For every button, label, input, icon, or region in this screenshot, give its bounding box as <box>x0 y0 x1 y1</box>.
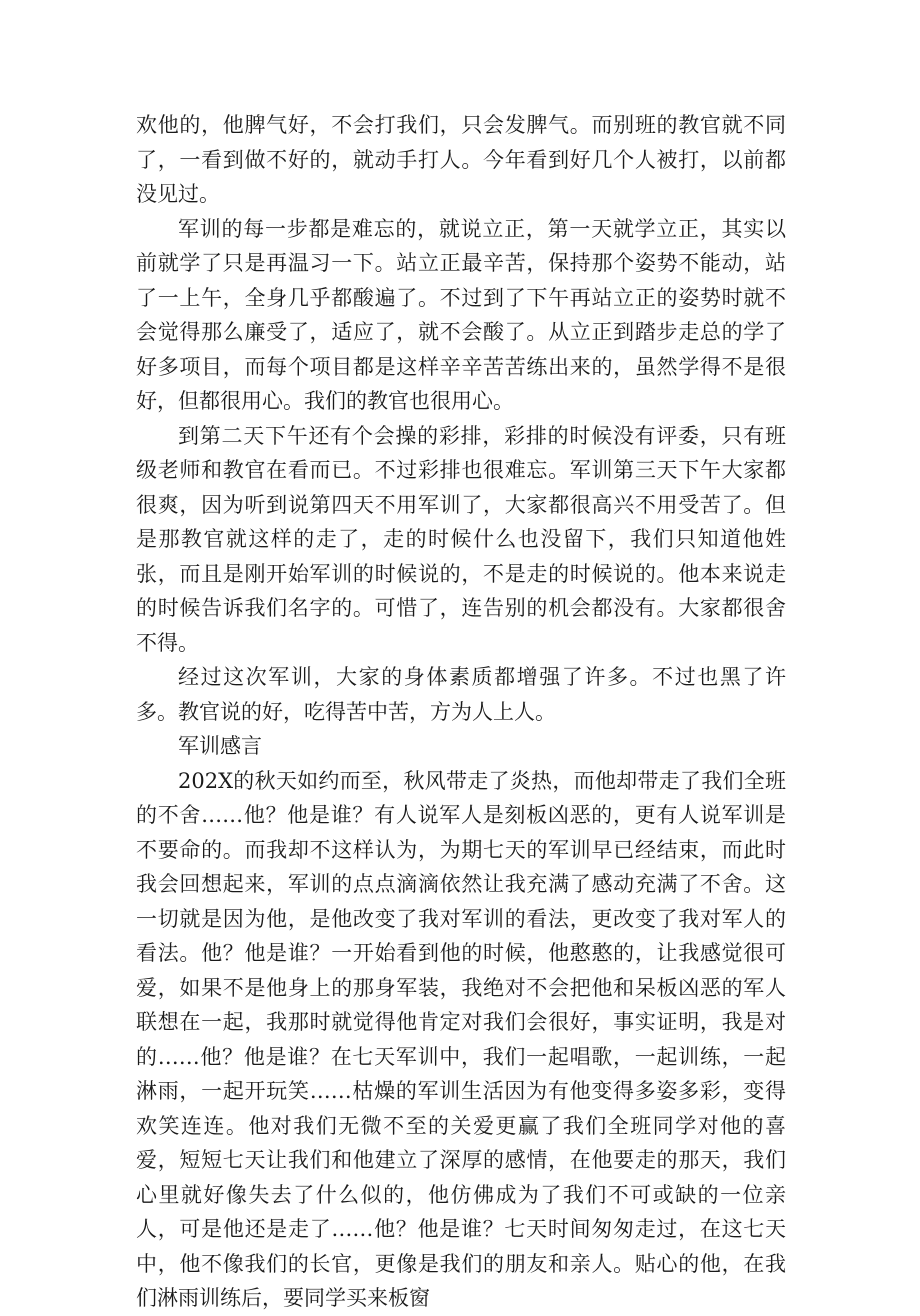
paragraph-continued: 欢他的，他脾气好，不会打我们，只会发脾气。而别班的教官就不同了，一看到做不好的，就动手打人。今年看到好几个人被打，以前都没见过。 <box>136 113 786 206</box>
paragraph: 202X的秋天如约而至，秋风带走了炎热，而他却带走了我们全班的不舍……他？他是谁？有人说军人是刻板凶恶的，更有人说军训是不要命的。而我却不这样认为，为期七天的军训早已经结束，而此时我会回想起来，军训的点点滴滴依然让我充满了感动充满了不舍。这一切就是因为他，是他改变了我对军训的看法，更改变了我对军人的看法。他？他是谁？一开始看到他的时候，他憨憨的，让我感觉很可爱，如果不是他身上的那身军装，我绝对不会把他和呆板凶恶的军人联想在一起，我那时就觉得他肯定对我们会很好，事实证明，我是对的……他？他是谁？在七天军训中，我们一起唱歌，一起训练，一起淋雨，一起开玩笑……枯燥的军训生活因为有他变得多姿多彩，变得欢笑连连。他对我们无微不至的关爱更赢了我们全班同学对他的喜爱，短短七天让我们和他建立了深厚的感情，在他要走的那天，我们心里就好像失去了什么似的，他仿佛成为了我们不可或缺的一位亲人，可是他还是走了……他？他是谁？七天时间匆匆走过，在这七天中，他不像我们的长官，更像是我们的朋友和亲人。贴心的他，在我们淋雨训练后，要同学买来板窗 <box>136 768 786 1310</box>
paragraph: 军训的每一步都是难忘的，就说立正，第一天就学立正，其实以前就学了只是再温习一下。站立正最辛苦，保持那个姿势不能动，站了一上午，全身几乎都酸遍了。不过到了下午再站立正的姿势时就不会觉得那么廉受了，适应了，就不会酸了。从立正到踏步走总的学了好多项目，而每个项目都是这样辛辛苦苦练出来的，虽然学得不是很好，但都很用心。我们的教官也很用心。 <box>136 216 786 413</box>
paragraph: 经过这次军训，大家的身体素质都增强了许多。不过也黑了许多。教官说的好，吃得苦中苦，方为人上人。 <box>136 665 786 724</box>
section-title: 军训感言 <box>178 734 262 758</box>
paragraph: 到第二天下午还有个会操的彩排，彩排的时候没有评委，只有班级老师和教官在看而已。不过彩排也很难忘。军训第三天下午大家都很爽，因为听到说第四天不用军训了，大家都很高兴不用受苦了。但是那教官就这样的走了，走的时候什么也没留下，我们只知道他姓张，而且是刚开始军训的时候说的，不是走的时候说的。他本来说走的时候告诉我们名字的。可惜了，连告别的机会都没有。大家都很舍不得。 <box>136 423 786 655</box>
document-page <box>136 108 786 1316</box>
